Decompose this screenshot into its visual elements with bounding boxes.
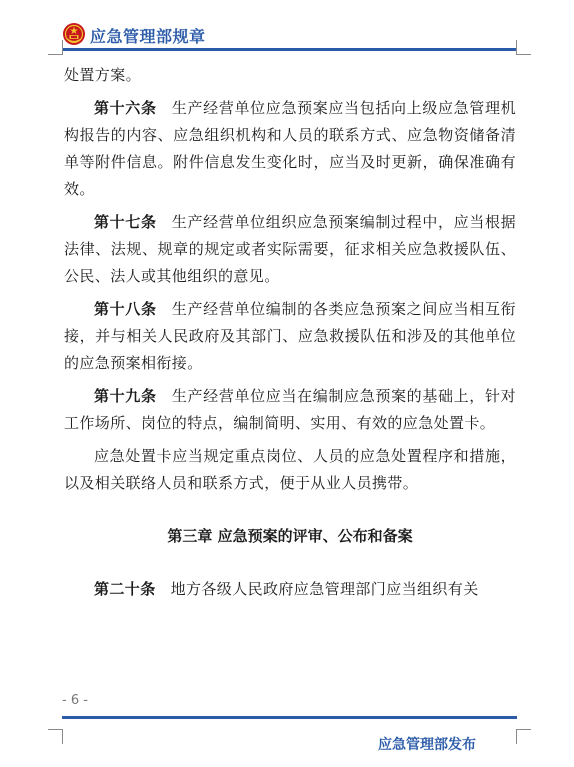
article-20-text: 地方各级人民政府应急管理部门应当组织有关 [170,580,479,598]
page-header [62,22,517,52]
footer-publisher: 应急管理部发布 [378,737,476,753]
article-19-text: 生产经营单位应当在编制应急预案的基础上，针对工作场所、岗位的特点，编制简明、实用、有效的应急处置卡。 [64,387,516,432]
article-16-text: 生产经营单位应急预案应当包括向上级应急管理机构报告的内容、应急组织机构和人员的联系方式、应急物资储备清单等附件信息。附件信息发生变化时，应当及时更新，确保准确有效。 [64,99,516,198]
national-emblem-icon [62,22,86,46]
article-19-number: 第十九条 [94,387,157,405]
article-18-text: 生产经营单位编制的各类应急预案之间应当相互衔接，并与相关人民政府及其部门、应急救援队伍和涉及的其他单位的应急预案相衔接。 [64,300,516,372]
crop-mark-bottom-left [48,729,63,744]
article-17-number: 第十七条 [94,213,157,231]
chapter-heading: 第三章 应急预案的评审、公布和备案 [167,527,413,545]
header-rule [62,48,517,51]
article-17 [64,209,516,290]
crop-mark-bottom-right [516,729,531,744]
page-number: - 6 - [62,693,88,708]
article-20-number: 第二十条 [94,580,156,598]
article-18-number: 第十八条 [94,300,157,318]
article-18 [64,296,516,377]
article-17-text: 生产经营单位组织应急预案编制过程中，应当根据法律、法规、规章的规定或者实际需要，征求相关应急救援队伍、公民、法人或其他组织的意见。 [64,213,516,285]
document-body [64,62,516,603]
crop-mark-top-right [516,40,531,55]
footer-rule [62,716,517,719]
article-16-number: 第十六条 [94,99,157,117]
article-20 [64,576,516,603]
article-16 [64,95,516,203]
crop-mark-top-left [48,40,63,55]
header-title: 应急管理部规章 [90,27,206,46]
article-19-paragraph-2: 应急处置卡应当规定重点岗位、人员的应急处置程序和措施，以及相关联络人员和联系方式，便于从业人员携带。 [64,447,516,492]
continuation-text: 处置方案。 [64,66,142,84]
article-19 [64,383,516,437]
